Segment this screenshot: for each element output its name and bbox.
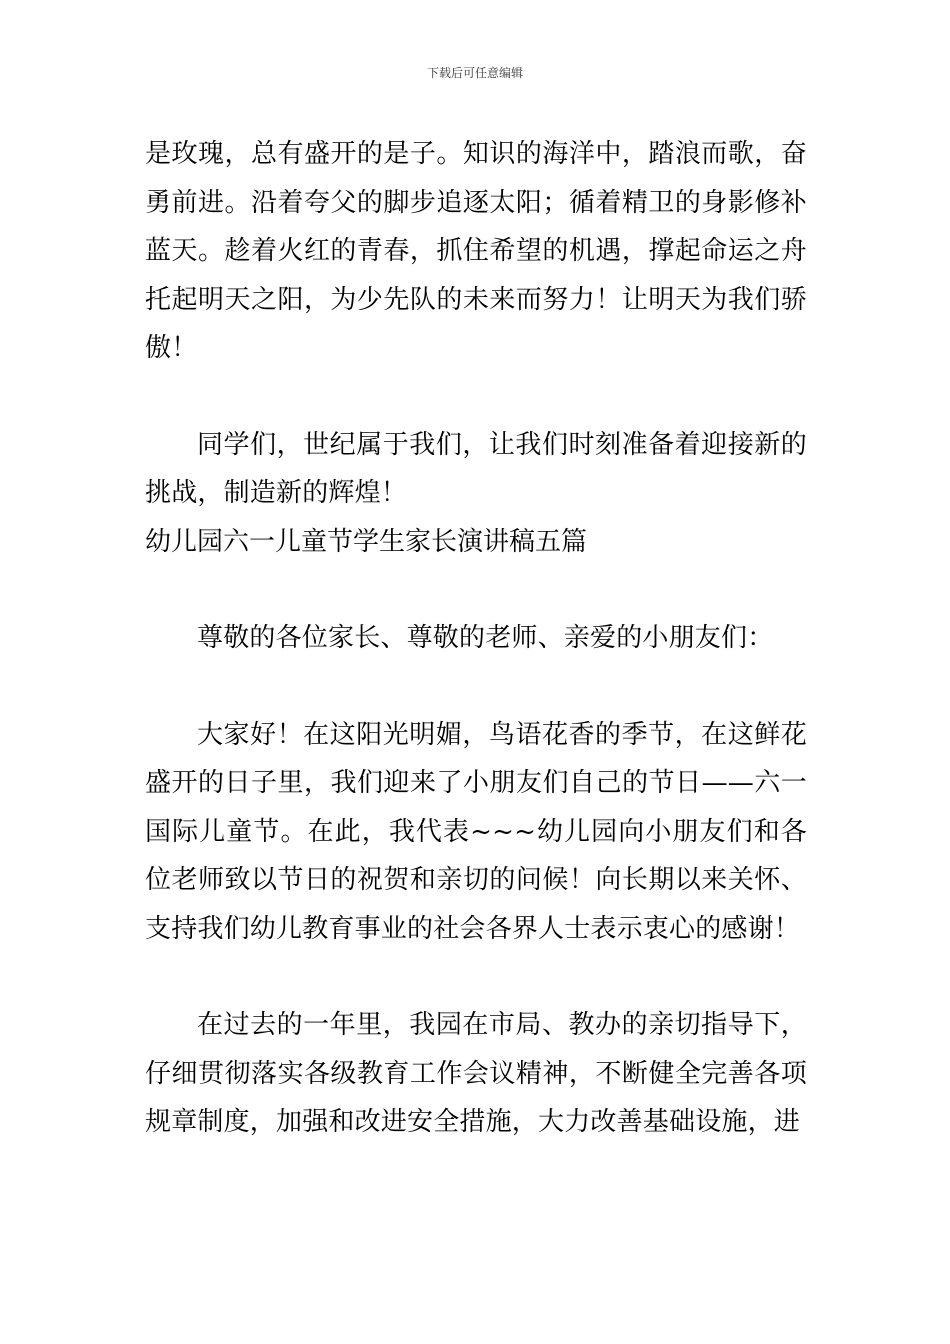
- section-title: 幼儿园六一儿童节学生家长演讲稿五篇: [145, 526, 588, 557]
- header-note: 下载后可任意编辑: [426, 66, 523, 80]
- paragraph-past-year: 在过去的一年里，我园在市局、教办的亲切指导下，仔细贯彻落实各级教育工作会议精神，不断健全完善各项规章制度，加强和改进安全措施，大力改善基础设施，进: [145, 1010, 807, 1137]
- paragraph-greeting: 大家好！在这阳光明媚，鸟语花香的季节，在这鲜花盛开的日子里，我们迎来了小朋友们自己的节日——六一国际儿童节。在此，我代表~~~幼儿园向小朋友们和各位老师致以节日的祝贺和亲切的问候！向长期以来关怀、支持我们幼儿教育事业的社会各界人士表示衷心的感谢！: [145, 719, 807, 944]
- paragraph-salutation: 尊敬的各位家长、尊敬的老师、亲爱的小朋友们：: [197, 623, 774, 653]
- paragraph-classmates: 同学们，世纪属于我们，让我们时刻准备着迎接新的挑战，制造新的辉煌！: [145, 429, 807, 508]
- paragraph-continuation: 是玫瑰，总有盛开的是子。知识的海洋中，踏浪而歌，奋勇前进。沿着夸父的脚步追逐太阳；循着精卫的身影修补蓝天。趁着火红的青春，抓住希望的机遇，撑起命运之舟托起明天之阳，为少先队的未来而努力！让明天为我们骄傲！: [145, 139, 807, 363]
- document-body: [145, 130, 807, 1147]
